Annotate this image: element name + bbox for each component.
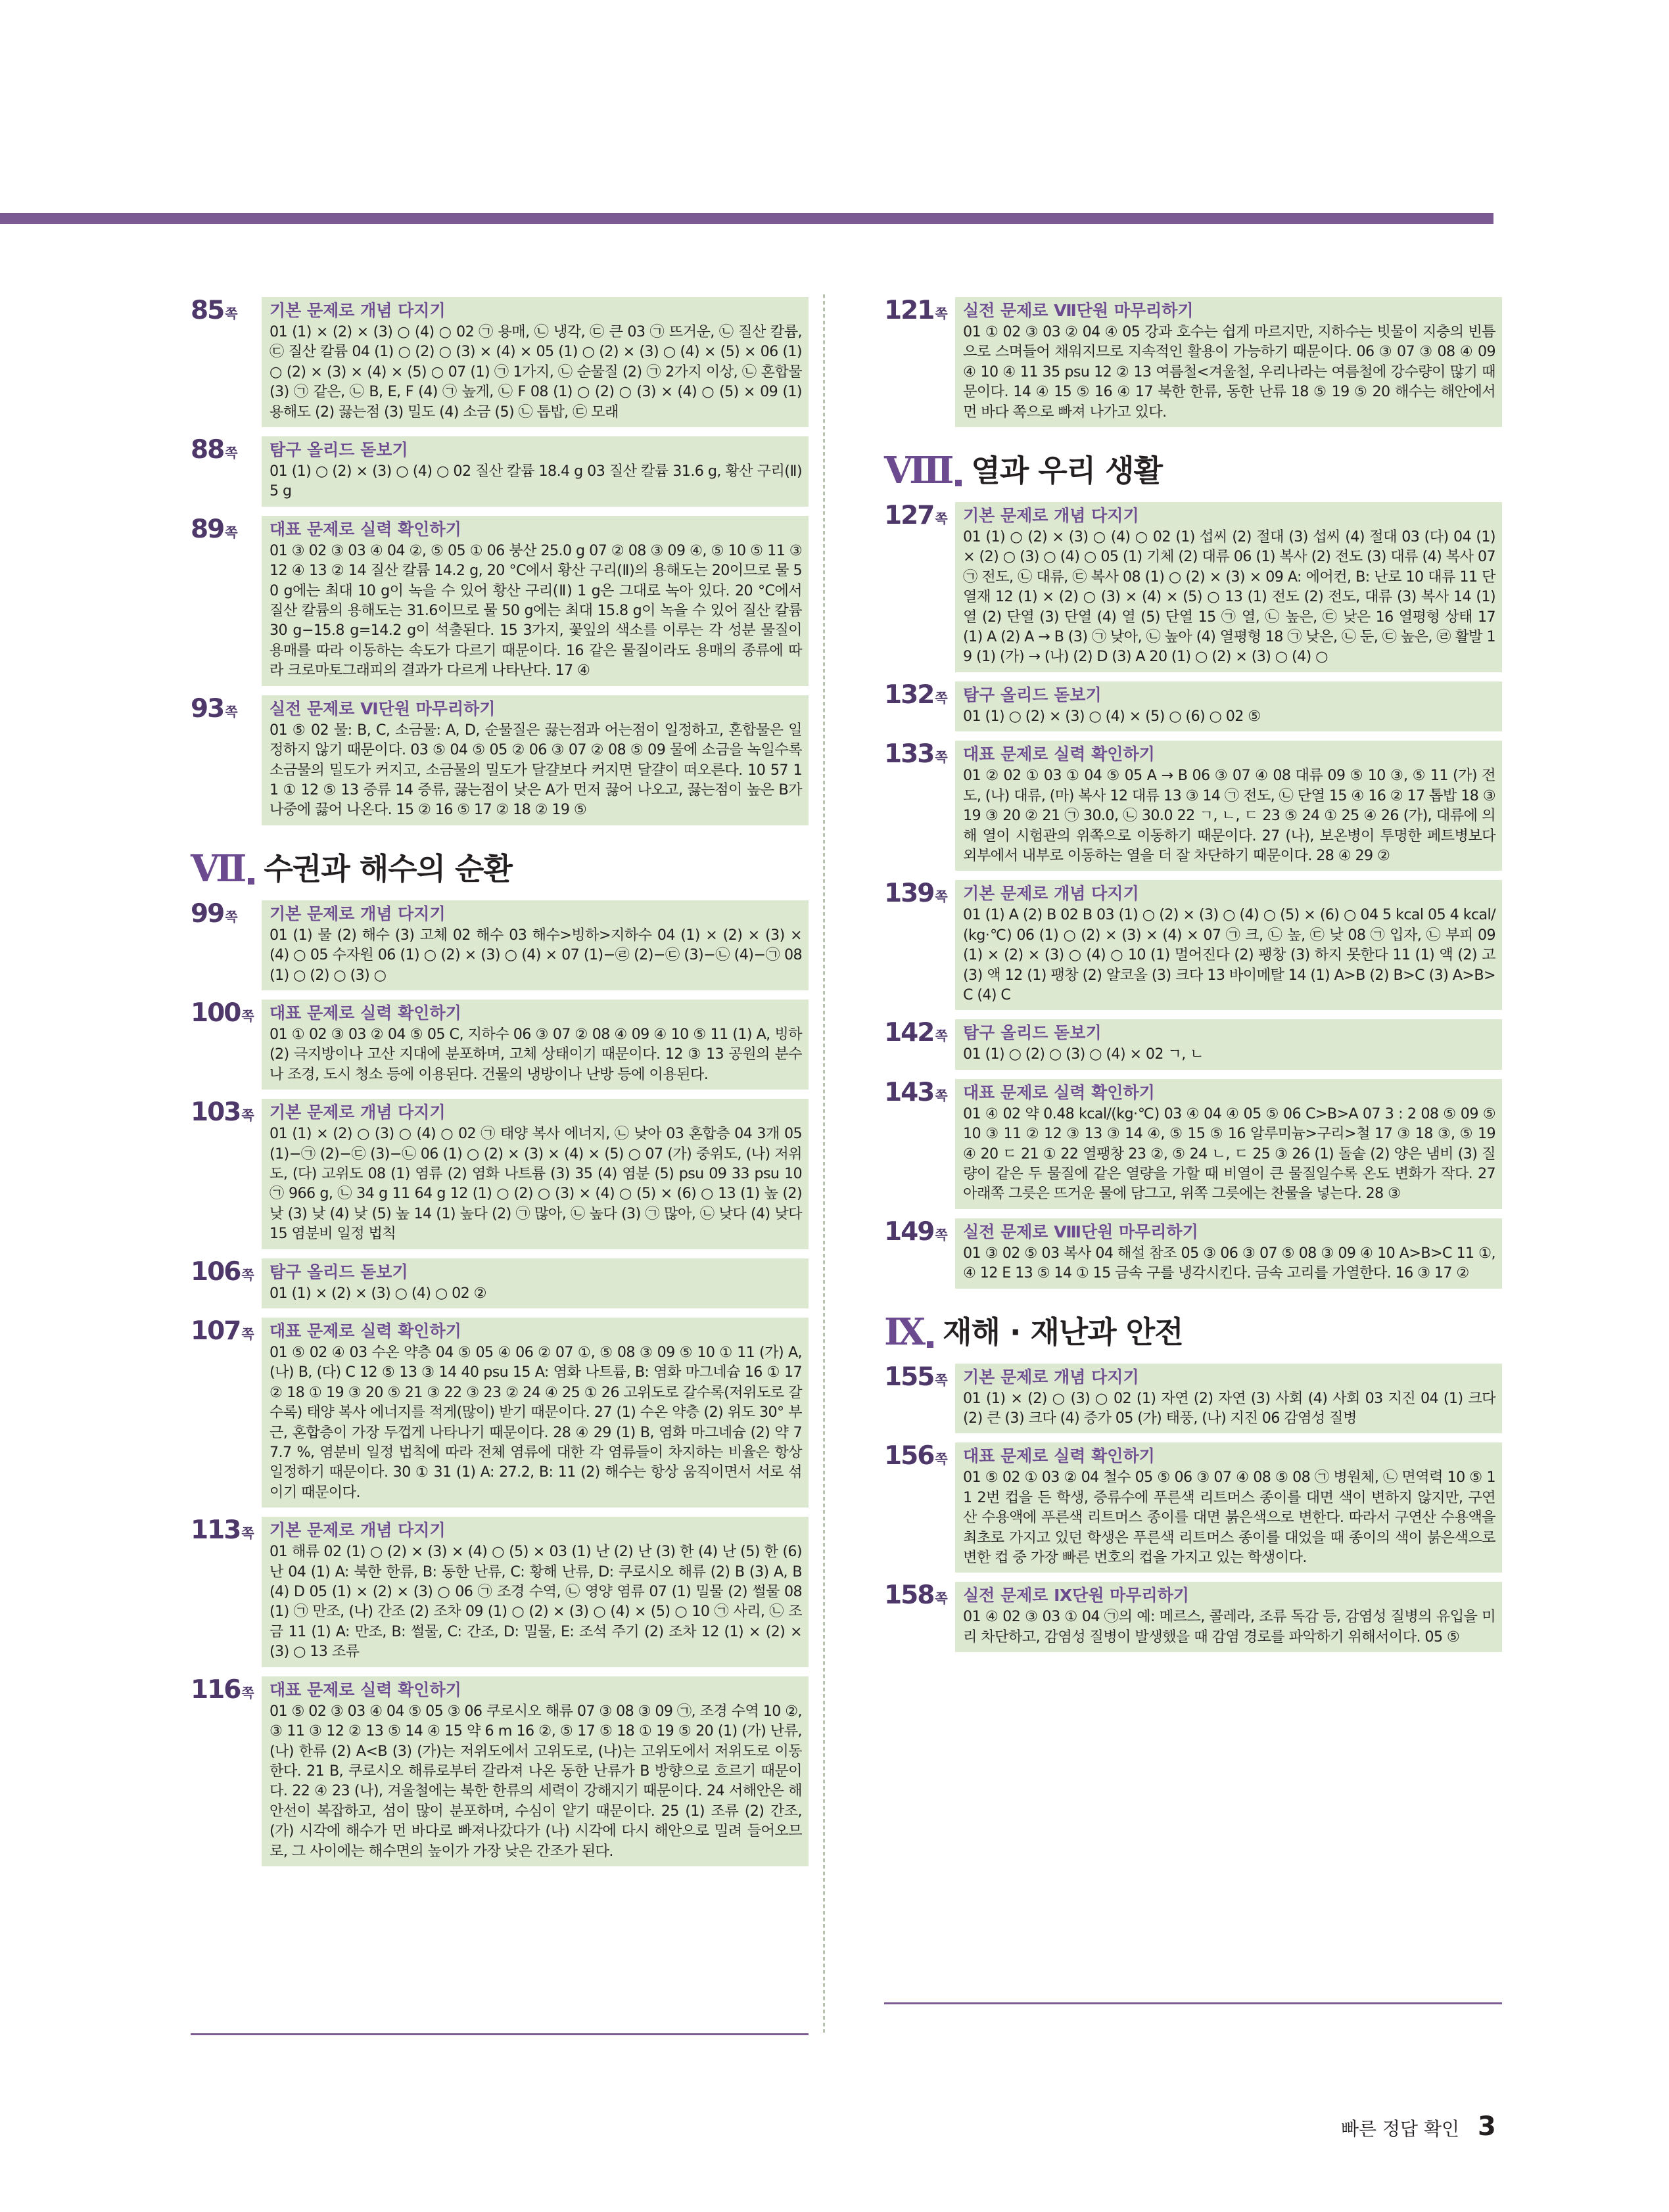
left-bottom-rule — [191, 2033, 809, 2035]
answer-box — [262, 1258, 809, 1308]
answer-block-page-158 — [884, 1582, 1502, 1652]
answer-block-page-149 — [884, 1218, 1502, 1289]
answer-block-page-127 — [884, 502, 1502, 672]
page-number: 139 — [884, 879, 934, 909]
page-number-label — [191, 1318, 262, 1345]
section-title: 기본 문제로 개념 다지기 — [963, 506, 1139, 526]
page-number: 156 — [884, 1441, 934, 1471]
section-title: 대표 문제로 실력 확인하기 — [270, 519, 461, 539]
page-number-label — [191, 297, 262, 325]
unit-roman-numeral: Ⅸ — [884, 1310, 925, 1354]
page-number: 158 — [884, 1580, 934, 1611]
column-divider — [823, 294, 825, 2033]
page-unit: 쪽 — [241, 1107, 254, 1124]
answer-text: 01 ⑤ 02 ④ 03 수온 약층 04 ⑤ 05 ④ 06 ② 07 ①, ⑤ 08 ③ 09 ⑤ 10 ① 11 (가) A, (나) B, (다) C 12 ⑤ 13 ③ 14 40 psu 15 A: 염화 나트륨, B: 염화 마그네슘 16 ① 17 ② 18 ① 19 ③ 20 ⑤ 21 ③ 22 ③ 23 ② 24 ④ 25 ① 26 고위도로 갈수록(저위도로 갈수록) 태양 복사 에너지를 적게(많이) 받기 때문이다. 27 (1) 수온 약층 (2) 위도 30° 부근, 혼합층이 가장 두껍게 나타나기 때문이다. 28 ④ 29 (1) B, 염화 마그네슘 (2) 약 77.7 %, 염분비 일정 법칙에 따라 전체 염류에 대한 각 염류들이 차지하는 비율은 항상 일정하기 때문이다. 30 ① 31 (1) A: 27.2, B: 11 (2) 해수는 항상 움직이면서 서로 섞이기 때문이다. — [270, 1344, 802, 1501]
section-title: 실전 문제로 Ⅶ단원 마무리하기 — [963, 301, 1194, 320]
section-title: 대표 문제로 실력 확인하기 — [963, 745, 1155, 764]
page-unit: 쪽 — [935, 306, 948, 321]
page-number-label — [884, 1218, 955, 1246]
answer-box — [262, 1000, 809, 1090]
page-unit: 쪽 — [935, 749, 948, 766]
answer-block-page-133 — [884, 741, 1502, 871]
page-number-label — [884, 880, 955, 908]
page-number: 121 — [884, 296, 934, 325]
answer-text: 01 (1) A (2) B 02 B 03 (1) ○ (2) × (3) ○ (4) ○ (5) × (6) ○ 04 5 kcal 05 4 kcal/(kg·℃) 06 (1) ○ (2) × (3) × (4) × 07 ㉠ 크, ㉡ 높, ㉢ 낮 08 ㉠ 입자, ㉡ 부피 09 (1) × (2) × (3) ○ (4) ○ 10 (1) 멀어진다 (2) 팽창 (3) 하지 못한다 11 (1) 액 (2) 고 (3) 액 12 (1) 팽창 (2) 알코올 (3) 크다 13 바이메탈 14 (1) A>B (2) B>C (3) A>B>C (4) C — [963, 906, 1495, 1003]
page-number: 143 — [884, 1077, 934, 1107]
page-number: 88 — [191, 435, 224, 465]
page-number: 113 — [191, 1515, 241, 1546]
page-unit: 쪽 — [935, 888, 948, 905]
answer-box — [262, 695, 809, 825]
page-number-label — [191, 1000, 262, 1027]
answer-box — [262, 1517, 809, 1667]
answer-block-page-121 — [884, 297, 1502, 427]
page-unit: 쪽 — [225, 524, 238, 540]
page-number-label — [191, 1258, 262, 1286]
left-column — [191, 297, 809, 1876]
answer-text: 01 ⑤ 02 ① 03 ② 04 철수 05 ⑤ 06 ③ 07 ④ 08 ⑤ 08 ㉠ 병원체, ㉡ 면역력 10 ⑤ 11 2번 컵을 든 학생, 증류수에 푸른색 리트머스 종이를 대면 색이 변하지 않지만, 구연산 수용액에 푸른색 리트머스 종이를 대면 붉은색으로 변한다. 따라서 구연산 수용액을 최초로 가지고 있던 학생은 푸른색 리트머스 종이를 대었을 때 종이의 색이 붉은색으로 변한 컵 중 가장 빠른 번호의 컵을 가지고 있는 학생이다. — [963, 1469, 1495, 1567]
page-number-label — [191, 1676, 262, 1704]
answer-text: 01 (1) × (2) ○ (3) ○ (4) ○ 02 ㉠ 태양 복사 에너지, ㉡ 낮아 03 혼합층 04 3개 05 (1)−㉠ (2)−㉢ (3)−㉡ 06 (1) ○ (2) × (3) × (4) × (5) ○ 07 (가) 중위도, (나) 저위도, (다) 고위도 08 (1) 염류 (2) 염화 나트륨 (3) 35 (4) 염분 (5) psu 09 33 psu 10 ㉠ 966 g, ㉡ 34 g 11 64 g 12 (1) ○ (2) ○ (3) × (4) ○ (5) × (6) ○ 13 (1) 높 (2) 낮 (3) 낮 (4) 낮 (5) 높 14 (1) 높다 (2) ㉠ 많아, ㉡ 높다 (3) ㉠ 많아, ㉡ 낮다 (4) 낮다 15 염분비 일정 법칙 — [270, 1125, 802, 1243]
answer-box — [262, 1318, 809, 1508]
page-number: 100 — [191, 998, 241, 1028]
page-unit: 쪽 — [241, 1266, 254, 1283]
answer-box — [955, 1218, 1502, 1289]
answer-block-page-88 — [191, 436, 809, 507]
answer-text: 01 (1) × (2) ○ (3) ○ 02 (1) 자연 (2) 자연 (3) 사회 (4) 사회 03 지진 04 (1) 크다 (2) 큰 (3) 크다 (4) 증가 05 (가) 태풍, (나) 지진 06 감염성 질병 — [963, 1389, 1495, 1427]
section-title: 실전 문제로 Ⅷ단원 마무리하기 — [963, 1222, 1198, 1241]
unit-dot — [927, 1341, 933, 1348]
answer-text: 01 (1) ○ (2) × (3) ○ (4) ○ 02 질산 칼륨 18.4 g 03 질산 칼륨 31.6 g, 황산 구리(Ⅱ) 5 g — [270, 463, 802, 500]
answer-block-page-100 — [191, 1000, 809, 1090]
page-number-label — [884, 1019, 955, 1047]
page-number-label — [191, 1099, 262, 1126]
section-title: 기본 문제로 개념 다지기 — [270, 301, 446, 320]
section-title: 기본 문제로 개념 다지기 — [270, 1521, 446, 1540]
answer-box — [262, 1099, 809, 1249]
answer-block-page-113 — [191, 1517, 809, 1667]
answer-text: 01 (1) × (2) × (3) ○ (4) ○ 02 ② — [270, 1284, 486, 1302]
page-unit: 쪽 — [935, 1028, 948, 1044]
answer-box — [955, 502, 1502, 672]
page-unit: 쪽 — [935, 689, 948, 706]
answer-box — [955, 1364, 1502, 1434]
page-number-label — [884, 297, 955, 325]
unit-title: 재해 · 재난과 안전 — [943, 1314, 1183, 1350]
answer-box — [262, 900, 809, 990]
page-number-label — [191, 516, 262, 543]
answer-text: 01 해류 02 (1) ○ (2) × (3) × (4) ○ (5) × 03 (1) 난 (2) 난 (3) 한 (4) 난 (5) 한 (6) 난 04 (1) A: 북한 한류, B: 동한 난류, C: 황해 난류, D: 쿠로시오 해류 (2) B (3) A, B (4) D 05 (1) × (2) × (3) ○ 06 ㉠ 조경 수역, ㉡ 영양 염류 07 (1) 밀물 (2) 썰물 08 (1) ㉠ 만조, (나) 간조 (2) 조차 09 (1) ○ (2) × (3) ○ (4) × (5) ○ 10 ㉠ 사리, ㉡ 조금 11 (1) A: 만조, B: 썰물, C: 간조, D: 밀물, E: 조석 주기 (2) 조차 12 (1) × (2) × (3) ○ 13 조류 — [270, 1543, 802, 1661]
page-number-label — [884, 1442, 955, 1470]
top-accent-bar — [0, 213, 1493, 224]
unit-dot — [955, 480, 962, 486]
answer-text: 01 (1) 물 (2) 해수 (3) 고체 02 해수 03 해수>빙하>지하수 04 (1) × (2) × (3) × (4) ○ 05 수자원 06 (1) ○ (2) × (3) ○ (4) × 07 (1)−㉣ (2)−㉢ (3)−㉡ (4)−㉠ 08 (1) ○ (2) ○ (3) ○ — [270, 926, 802, 984]
answer-text: 01 (1) ○ (2) × (3) ○ (4) × (5) ○ (6) ○ 02 ⑤ — [963, 707, 1261, 725]
answer-block-page-156 — [884, 1442, 1502, 1573]
answer-text: 01 ① 02 ③ 03 ② 04 ④ 05 강과 호수는 쉽게 마르지만, 지하수는 빗물이 지층의 빈틈으로 스며들어 채워지므로 지속적인 활용이 가능하기 때문이다. 06 ③ 07 ③ 08 ④ 09 ④ 10 ④ 11 35 psu 12 ② 13 여름철<겨울철, 우리나라는 여름철에 강수량이 많기 때문이다. 14 ④ 15 ⑤ 16 ④ 17 북한 한류, 동한 난류 18 ⑤ 19 ⑤ 20 해수는 해안에서 먼 바다 쪽으로 빠져 나가고 있다. — [963, 323, 1495, 421]
answer-block-page-107 — [191, 1318, 809, 1508]
page-number: 149 — [884, 1216, 934, 1247]
answer-box — [955, 1582, 1502, 1652]
footer-page-number: 3 — [1478, 2111, 1496, 2142]
section-title: 탐구 올리드 돋보기 — [270, 1262, 408, 1281]
answer-block-page-89 — [191, 516, 809, 686]
answer-block-page-103 — [191, 1099, 809, 1249]
unit-heading-9 — [884, 1306, 1502, 1352]
answer-text: 01 ④ 02 ③ 03 ① 04 ㉠의 예: 메르스, 콜레라, 조류 독감 등, 감염성 질병의 유입을 미리 차단하고, 감염성 질병이 발생했을 때 감염 경로를 파악하기 위해서이다. 05 ⑤ — [963, 1608, 1495, 1646]
page-number: 127 — [884, 501, 934, 531]
page-number: 107 — [191, 1316, 241, 1346]
section-title: 탐구 올리드 돋보기 — [270, 440, 408, 460]
page-number-label — [191, 1517, 262, 1544]
page-number-label — [884, 502, 955, 530]
page-unit: 쪽 — [241, 1525, 254, 1542]
page-number: 132 — [884, 680, 934, 710]
answer-box — [262, 436, 809, 507]
answer-text: 01 ⑤ 02 ③ 03 ④ 04 ⑤ 05 ③ 06 쿠로시오 해류 07 ③ 08 ③ 09 ㉠, 조경 수역 10 ②, ③ 11 ③ 12 ② 13 ⑤ 14 ④ 15 약 6 m 16 ②, ⑤ 17 ⑤ 18 ① 19 ⑤ 20 (1) (가) 난류, (나) 한류 (2) A<B (3) (가)는 저위도에서 고위도로, (나)는 고위도에서 저위도로 이동한다. 21 B, 쿠로시오 해류로부터 갈라져 나온 동한 난류가 B 방향으로 흐르기 때문이다. 22 ④ 23 (나), 겨울철에는 북한 한류의 세력이 강해지기 때문이다. 24 서해안은 해안선이 복잡하고, 섬이 많이 분포하며, 수심이 얕기 때문이다. 25 (1) 조류 (2) 간조, (가) 시각에 해수가 먼 바다로 빠져나갔다가 (나) 시각에 다시 해안으로 밀려 들어오므로, 그 사이에는 해수면의 높이가 가장 낮은 간조가 된다. — [270, 1702, 802, 1860]
page-unit: 쪽 — [935, 511, 948, 527]
page-unit: 쪽 — [935, 1226, 948, 1243]
page-number: 103 — [191, 1097, 241, 1128]
answer-block-page-85 — [191, 297, 809, 427]
page-unit: 쪽 — [225, 445, 238, 461]
page-number: 93 — [191, 693, 224, 724]
section-title: 실전 문제로 Ⅵ단원 마무리하기 — [270, 699, 496, 718]
page-unit: 쪽 — [241, 1684, 254, 1701]
answer-text: 01 ① 02 ③ 03 ② 04 ⑤ 05 C, 지하수 06 ③ 07 ② 08 ④ 09 ④ 10 ⑤ 11 (1) A, 빙하 (2) 극지방이나 고산 지대에 분포하며, 고체 상태이기 때문이다. 12 ③ 13 공원의 분수나 조경, 도시 청소 등에 이용된다. 건물의 냉방이나 난방 등에 이용된다. — [270, 1025, 802, 1083]
answer-text: 01 (1) ○ (2) × (3) ○ (4) ○ 02 (1) 섭씨 (2) 절대 (3) 섭씨 (4) 절대 03 (다) 04 (1) × (2) ○ (3) ○ (4) ○ 05 (1) 기체 (2) 대류 06 (1) 복사 (2) 전도 (3) 대류 (4) 복사 07 ㉠ 전도, ㉡ 대류, ㉢ 복사 08 (1) ○ (2) × (3) × 09 A: 에어컨, B: 난로 10 대류 11 단열재 12 (1) × (2) ○ (3) × (4) × (5) ○ 13 (1) 전도 (2) 전도, 대류 (3) 복사 14 (1) 열 (2) 단열 (3) 단열 (4) 열 (5) 단열 15 ㉠ 열, ㉡ 높은, ㉢ 낮은 16 열평형 상태 17 (1) A (2) A → B (3) ㉠ 낮아, ㉡ 높아 (4) 열평형 18 ㉠ 낮은, ㉡ 둔, ㉢ 높은, ㉣ 활발 19 (1) (가) → (나) (2) D (3) A 20 (1) ○ (2) × (3) ○ (4) ○ — [963, 528, 1495, 666]
page-number-label — [191, 695, 262, 723]
page-number-label — [191, 436, 262, 464]
page-unit: 쪽 — [935, 1371, 948, 1388]
answer-block-page-142 — [884, 1019, 1502, 1069]
page-unit: 쪽 — [225, 306, 238, 321]
section-title: 대표 문제로 실력 확인하기 — [963, 1446, 1155, 1466]
answer-block-page-139 — [884, 880, 1502, 1010]
section-title: 기본 문제로 개념 다지기 — [270, 904, 446, 923]
answer-text: 01 (1) ○ (2) ○ (3) ○ (4) × 02 ㄱ, ㄴ — [963, 1046, 1204, 1063]
answer-box — [955, 681, 1502, 731]
section-title: 기본 문제로 개념 다지기 — [963, 1367, 1139, 1387]
answer-text: 01 ③ 02 ③ 03 ④ 04 ②, ⑤ 05 ① 06 붕산 25.0 g 07 ② 08 ③ 09 ④, ⑤ 10 ⑤ 11 ③ 12 ④ 13 ② 14 질산 칼륨 14.2 g, 20 °C에서 황산 구리(Ⅱ)의 용해도는 20이므로 물 50 g에는 최대 10 g이 녹을 수 있어 황산 구리(Ⅱ) 1 g은 그대로 녹아 있다. 20 °C에서 질산 칼륨의 용해도는 31.6이므로 물 50 g에는 최대 15.8 g이 녹을 수 있어 질산 칼륨 30 g−15.8 g=14.2 g이 석출된다. 15 3가지, 꽃잎의 색소를 이루는 각 성분 물질이 용매를 따라 이동하는 속도가 다르기 때문이다. 16 같은 물질이라도 용매의 종류에 따라 크로마토그래피의 결과가 다르게 나타난다. 17 ④ — [270, 541, 802, 680]
answer-text: 01 (1) × (2) × (3) ○ (4) ○ 02 ㉠ 용매, ㉡ 냉각, ㉢ 큰 03 ㉠ 뜨거운, ㉡ 질산 칼륨, ㉢ 질산 칼륨 04 (1) ○ (2) ○ (3) × (4) × 05 (1) ○ (2) × (3) ○ (4) × (5) × 06 (1) ○ (2) × (3) × (4) × (5) ○ 07 (1) ㉠ 1가지, ㉡ 순물질 (2) ㉠ 2가지 이상, ㉡ 혼합물 (3) ㉠ 같은, ㉡ B, E, F (4) ㉠ 높게, ㉡ F 08 (1) ○ (2) ○ (3) × (4) ○ (5) × 09 (1) 용해도 (2) 끓는점 (3) 밀도 (4) 소금 (5) ㉡ 톱밥, ㉢ 모래 — [270, 323, 802, 421]
page-number: 89 — [191, 514, 224, 544]
page-unit: 쪽 — [225, 908, 238, 925]
answer-block-page-132 — [884, 681, 1502, 731]
answer-box — [955, 1442, 1502, 1573]
page-number-label — [884, 1582, 955, 1609]
section-title: 탐구 올리드 돋보기 — [963, 685, 1102, 704]
page-unit: 쪽 — [225, 703, 238, 720]
unit-heading-8 — [884, 444, 1502, 493]
page-number-label — [884, 741, 955, 768]
answer-text: 01 ⑤ 02 물: B, C, 소금물: A, D, 순물질은 끓는점과 어는점이 일정하고, 혼합물은 일정하지 않기 때문이다. 03 ⑤ 04 ⑤ 05 ② 06 ③ 07 ② 08 ⑤ 09 물에 소금을 녹일수록 소금물의 밀도가 커지고, 소금물의 밀도가 달걀보다 커지면 달걀이 떠오른다. 10 57 11 ① 12 ⑤ 13 증류 14 증류, 끓는점이 낮은 A가 먼저 끓어 나오고, 끓는점이 높은 B가 나중에 끓어 나온다. 15 ② 16 ⑤ 17 ② 18 ② 19 ⑤ — [270, 721, 802, 819]
page-number: 133 — [884, 739, 934, 770]
section-title: 실전 문제로 Ⅸ단원 마무리하기 — [963, 1586, 1189, 1605]
unit-title: 열과 우리 생활 — [971, 453, 1163, 489]
unit-dot — [248, 878, 254, 885]
page-number-label — [884, 681, 955, 709]
section-title: 대표 문제로 실력 확인하기 — [270, 1003, 461, 1023]
section-title: 탐구 올리드 돋보기 — [963, 1023, 1102, 1043]
page-number-label — [884, 1079, 955, 1107]
answer-box — [955, 1079, 1502, 1209]
section-title: 대표 문제로 실력 확인하기 — [270, 1322, 461, 1341]
answer-box — [955, 297, 1502, 427]
page-number: 106 — [191, 1256, 241, 1287]
section-title: 대표 문제로 실력 확인하기 — [963, 1082, 1155, 1102]
answer-block-page-116 — [191, 1676, 809, 1866]
page-number: 155 — [884, 1362, 934, 1392]
unit-title: 수권과 해수의 순환 — [264, 850, 512, 887]
answer-block-page-155 — [884, 1364, 1502, 1434]
unit-roman-numeral: Ⅷ — [884, 449, 953, 493]
page-number: 85 — [191, 296, 224, 325]
page-number: 116 — [191, 1674, 241, 1705]
answer-block-page-143 — [884, 1079, 1502, 1209]
page-number: 142 — [884, 1018, 934, 1048]
footer-label: 빠른 정답 확인 — [1341, 2118, 1460, 2140]
answer-text: 01 ④ 02 약 0.48 kcal/(kg·℃) 03 ④ 04 ④ 05 ⑤ 06 C>B>A 07 3 : 2 08 ⑤ 09 ⑤ 10 ③ 11 ② 12 ③ 13 ③ 14 ④, ⑤ 15 ⑤ 16 알루미늄>구리>철 17 ③ 18 ③, ⑤ 19 ④ 20 ㄷ 21 ① 22 열팽창 23 ②, ⑤ 24 ㄴ, ㄷ 25 ③ 26 (1) 돌솥 (2) 양은 냄비 (3) 질량이 같은 두 물질에 같은 열량을 가할 때 비열이 큰 물질일수록 온도 변화가 작다. 27 아래쪽 그릇은 뜨거운 물에 담그고, 위쪽 그릇에는 찬물을 넣는다. 28 ③ — [963, 1105, 1495, 1203]
answer-box — [262, 1676, 809, 1866]
answer-box — [262, 297, 809, 427]
answer-box — [955, 880, 1502, 1010]
unit-heading-7 — [191, 842, 809, 888]
answer-text: 01 ② 02 ① 03 ① 04 ⑤ 05 A → B 06 ③ 07 ④ 08 대류 09 ⑤ 10 ③, ⑤ 11 (가) 전도, (나) 대류, (마) 복사 12 대류 13 ③ 14 ㉠ 전도, ㉡ 단열 15 ④ 16 ② 17 톱밥 18 ③ 19 ③ 20 ② 21 ㉠ 30.0, ㉡ 30.0 22 ㄱ, ㄴ, ㄷ 23 ⑤ 24 ① 25 ④ 26 (가), 대류에 의해 열이 시험관의 위쪽으로 이동하기 때문이다. 27 (나), 보온병이 투명한 페트병보다 외부에서 내부로 이동하는 열을 더 잘 차단하기 때문이다. 28 ④ 29 ② — [963, 767, 1495, 864]
page-unit: 쪽 — [241, 1007, 254, 1024]
page-number: 99 — [191, 898, 224, 929]
right-column — [884, 297, 1502, 1661]
answer-text: 01 ③ 02 ⑤ 03 복사 04 해설 참조 05 ③ 06 ③ 07 ⑤ 08 ③ 09 ④ 10 A>B>C 11 ①, ④ 12 E 13 ⑤ 14 ① 15 금속 구를 냉각시킨다. 금속 고리를 가열한다. 16 ③ 17 ② — [963, 1244, 1495, 1282]
answer-block-page-106 — [191, 1258, 809, 1308]
page-number-label — [191, 900, 262, 928]
page-unit: 쪽 — [935, 1590, 948, 1607]
section-title: 기본 문제로 개념 다지기 — [270, 1103, 446, 1122]
section-title: 대표 문제로 실력 확인하기 — [270, 1680, 461, 1699]
answer-box — [955, 1019, 1502, 1069]
answer-box — [955, 741, 1502, 871]
page-unit: 쪽 — [935, 1451, 948, 1467]
answer-block-page-93 — [191, 695, 809, 825]
unit-roman-numeral: Ⅶ — [191, 846, 246, 890]
right-bottom-rule — [884, 2002, 1502, 2004]
section-title: 기본 문제로 개념 다지기 — [963, 884, 1139, 904]
answer-block-page-99 — [191, 900, 809, 990]
page-unit: 쪽 — [241, 1326, 254, 1342]
answer-box — [262, 516, 809, 686]
page-number-label — [884, 1364, 955, 1391]
page-unit: 쪽 — [935, 1087, 948, 1103]
